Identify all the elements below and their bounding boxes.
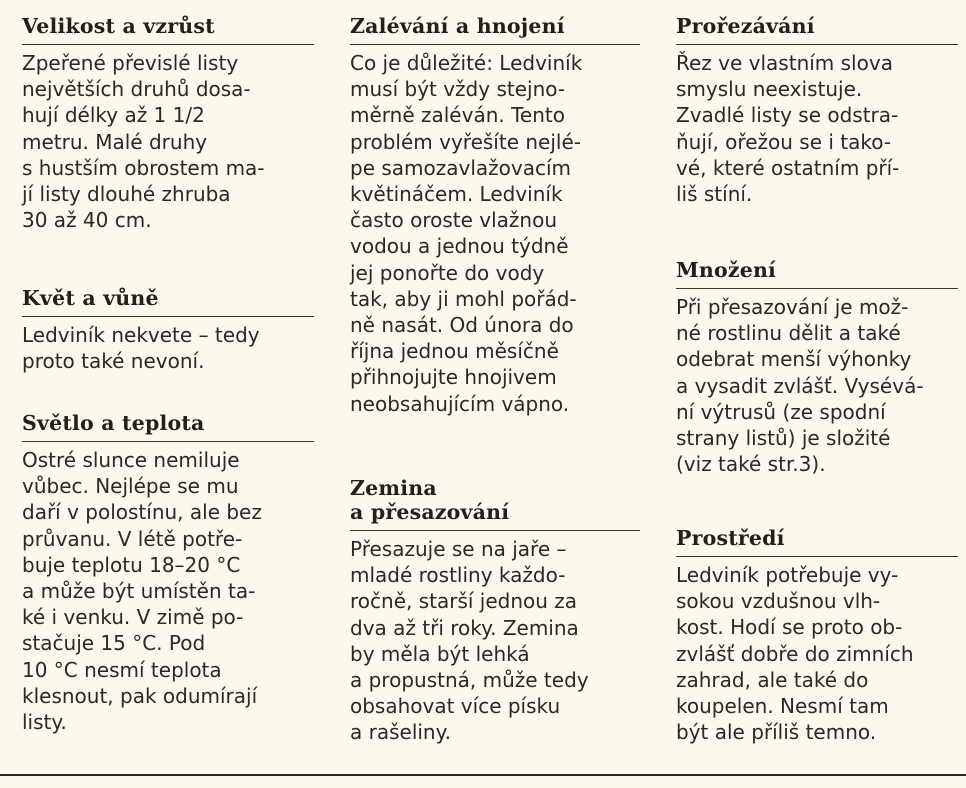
section-body <box>22 322 314 374</box>
text-line: října jednou měsíčně <box>350 339 559 364</box>
text-line: mladé rostliny každo- <box>350 563 566 588</box>
text-line: vůbec. Nejlépe se mu <box>22 474 239 499</box>
text-line: být ale příliš temno. <box>676 720 877 745</box>
text-line: tak, aby ji mohl pořád- <box>350 286 577 311</box>
text-line: ročně, starší jednou za <box>350 589 578 614</box>
text-line: jí listy dlouhé zhruba <box>22 182 231 207</box>
text-line: daří v polostínu, ale bez <box>22 500 262 525</box>
text-line: by měla být lehká <box>350 641 530 666</box>
text-line: buje teplotu 18–20 °C <box>22 552 241 577</box>
text-line: sokou vzdušnou vlh- <box>676 589 881 614</box>
text-line: ké i venku. V zimě po- <box>22 605 244 630</box>
section-heading: Květ a vůně <box>22 286 314 317</box>
text-line: koupelen. Nesmí tam <box>676 694 889 719</box>
section-body <box>350 536 640 746</box>
text-line: měrně zaléván. Tento <box>350 103 565 128</box>
text-line: liš stíní. <box>676 182 753 207</box>
section-body <box>350 50 640 417</box>
text-line: dva až tři roky. Zemina <box>350 615 579 640</box>
text-line: Ostré slunce nemiluje <box>22 448 240 472</box>
text-line: Ledviník potřebuje vy- <box>676 563 899 587</box>
text-line: největších druhů dosa- <box>22 77 251 102</box>
text-line: obsahovat více písku <box>350 694 561 719</box>
text-line: často oroste vlažnou <box>350 208 558 233</box>
text-line: a vysadit zvlášť. Vysévá- <box>676 373 924 398</box>
section-body <box>676 50 958 207</box>
text-line: vé, které ostatním pří- <box>676 155 900 180</box>
section-heading: Zalévání a hnojení <box>350 14 640 45</box>
text-line: Zpeřené převislé listy <box>22 51 239 75</box>
section-zemina-a-presazovani <box>350 476 640 746</box>
text-line: průvanu. V létě potře- <box>22 526 243 551</box>
text-line: a rašeliny. <box>350 720 451 745</box>
heading-line: Zemina <box>350 476 437 500</box>
text-line: né rostlinu dělit a také <box>676 321 901 346</box>
section-prostredi <box>676 526 958 745</box>
text-line: ňují, ořežou se i tako- <box>676 129 892 154</box>
section-mnozeni <box>676 258 958 477</box>
text-line: Co je důležité: Ledviník <box>350 51 583 75</box>
text-line: musí být vždy stejno- <box>350 77 566 102</box>
text-line: zvlášť dobře do zimních <box>676 641 914 666</box>
text-line: (viz také str.3). <box>676 452 826 477</box>
section-body <box>22 447 314 735</box>
text-line: ní výtrusů (ze spodní <box>676 399 886 424</box>
heading-line: a přesazování <box>350 500 510 524</box>
text-line: květináčem. Ledviník <box>350 182 563 207</box>
text-line: smyslu neexistuje. <box>676 77 863 102</box>
section-heading: Velikost a vzrůst <box>22 14 314 45</box>
section-heading: Prostředí <box>676 526 958 557</box>
text-line: problém vyřešíte nejlé- <box>350 129 581 154</box>
section-body <box>676 294 958 477</box>
text-line: proto také nevoní. <box>22 349 205 374</box>
section-heading: Prořezávání <box>676 14 958 45</box>
text-line: pe samozavlažovacím <box>350 155 572 180</box>
section-zalevani-a-hnojeni <box>350 14 640 417</box>
section-svetlo-a-teplota <box>22 411 314 735</box>
text-line: zahrad, ale také do <box>676 667 869 692</box>
text-line: neobsahujícím vápno. <box>350 391 570 416</box>
text-line: Ledviník nekvete – tedy <box>22 323 260 347</box>
section-heading: Světlo a teplota <box>22 411 314 442</box>
text-line: jej ponořte do vody <box>350 260 545 285</box>
bottom-divider <box>0 774 966 776</box>
text-line: 10 °C nesmí teplota <box>22 657 222 682</box>
text-line: ně nasát. Od února do <box>350 313 574 338</box>
text-line: a může být umístěn ta- <box>22 579 256 604</box>
section-heading: Množení <box>676 258 958 289</box>
text-line: přihnojujte hnojivem <box>350 365 557 390</box>
text-line: Řez ve vlastním slova <box>676 51 893 75</box>
text-line: listy. <box>22 710 67 735</box>
section-prorezavani <box>676 14 958 207</box>
text-line: s hustším obrostem ma- <box>22 155 265 180</box>
text-line: kost. Hodí se proto ob- <box>676 615 903 640</box>
section-velikost-a-vzrust <box>22 14 314 233</box>
text-line: metru. Malé druhy <box>22 129 208 154</box>
text-line: hují délky až 1 1/2 <box>22 103 205 128</box>
text-line: stačuje 15 °C. Pod <box>22 631 206 656</box>
text-line: klesnout, pak odumírají <box>22 683 258 708</box>
text-line: strany listů) je složité <box>676 426 891 451</box>
text-line: Zvadlé listy se odstra- <box>676 103 899 128</box>
section-heading <box>350 476 640 531</box>
text-line: odebrat menší výhonky <box>676 347 912 372</box>
text-line: vodou a jednou týdně <box>350 234 569 259</box>
section-body <box>22 50 314 233</box>
section-kvet-a-vune <box>22 286 314 374</box>
text-line: 30 až 40 cm. <box>22 208 152 233</box>
section-body <box>676 562 958 745</box>
text-line: a propustná, může tedy <box>350 668 589 693</box>
text-line: Při přesazování je mož- <box>676 295 909 319</box>
text-line: Přesazuje se na jaře – <box>350 537 567 561</box>
